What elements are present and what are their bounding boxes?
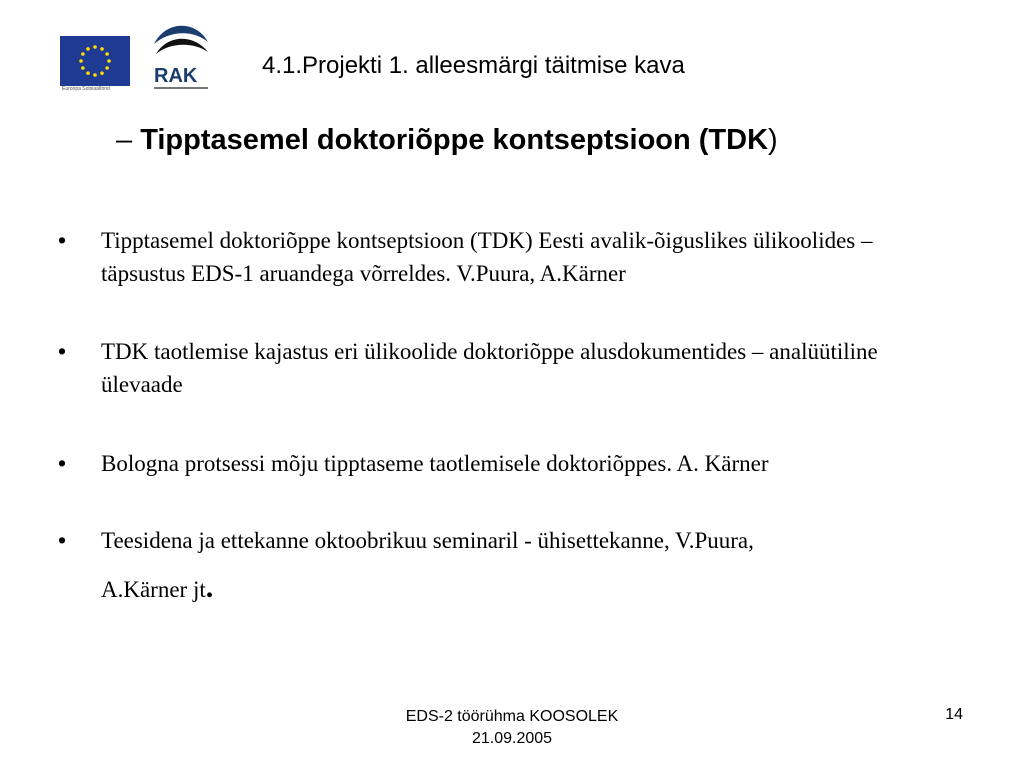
bullet-icon: • [58,527,67,553]
footer-meeting-info [0,706,1024,750]
footer-meeting-title: EDS-2 töörühma KOOSOLEK [405,708,619,725]
bullet-text-line1: Teesidena ja ettekanne oktoobrikuu seminaril - ühisettekanne, V.Puura, [101,528,754,553]
eu-star-icon [100,71,104,75]
eu-star-icon [81,66,85,70]
subtitle-bold-text: Tipptasemel doktoriõppe kontseptsioon (TDK [140,124,769,156]
logo-area [60,14,220,94]
bullet-text-period: . [205,571,214,604]
eu-star-icon [107,59,111,63]
subtitle-closing-paren: ) [768,124,778,156]
eu-star-icon [105,66,109,70]
bullet-icon: • [58,227,67,253]
eu-star-icon [105,52,109,56]
bullet-item [58,447,958,480]
bullet-text-line2-content: A.Kärner jt [101,577,206,602]
footer-date: 21.09.2005 [471,730,553,747]
eu-flag-logo [60,36,130,86]
bullet-text: Bologna protsessi mõju tipptaseme taotlemisele doktoriõppes. A. Kärner [101,451,769,476]
bullet-text-line2 [101,571,958,606]
bullet-item [58,335,958,401]
bullet-list [58,224,958,606]
rak-logo-text: RAK [154,65,198,87]
eu-logo-caption: Euroopa Sotsiaalfond [62,86,110,92]
bullet-icon: • [58,450,67,476]
bullet-icon: • [58,338,67,364]
eu-star-icon [79,59,83,63]
eu-star-icon [86,71,90,75]
eu-star-icon [93,73,97,77]
eu-star-icon [93,45,97,49]
bullet-item [58,524,958,606]
slide-title: 4.1.Projekti 1. alleesmärgi täitmise kava [262,52,685,79]
eu-star-icon [81,52,85,56]
bullet-item [58,224,958,290]
bullet-text: TDK taotlemise kajastus eri ülikoolide doktoriõppe alusdokumentides – analüütiline ülevaade [101,339,878,397]
eu-star-icon [86,47,90,51]
bullet-text: Tipptasemel doktoriõppe kontseptsioon (TDK) Eesti avalik-õiguslikes ülikoolides – täpsustus EDS-1 aruandega võrreldes. V.Puura, A.Kärner [101,228,873,286]
slide-subtitle [116,124,778,157]
page-number: 14 [945,706,963,723]
rak-logo [150,14,212,94]
subtitle-dash: – [116,124,141,156]
eu-star-icon [100,47,104,51]
